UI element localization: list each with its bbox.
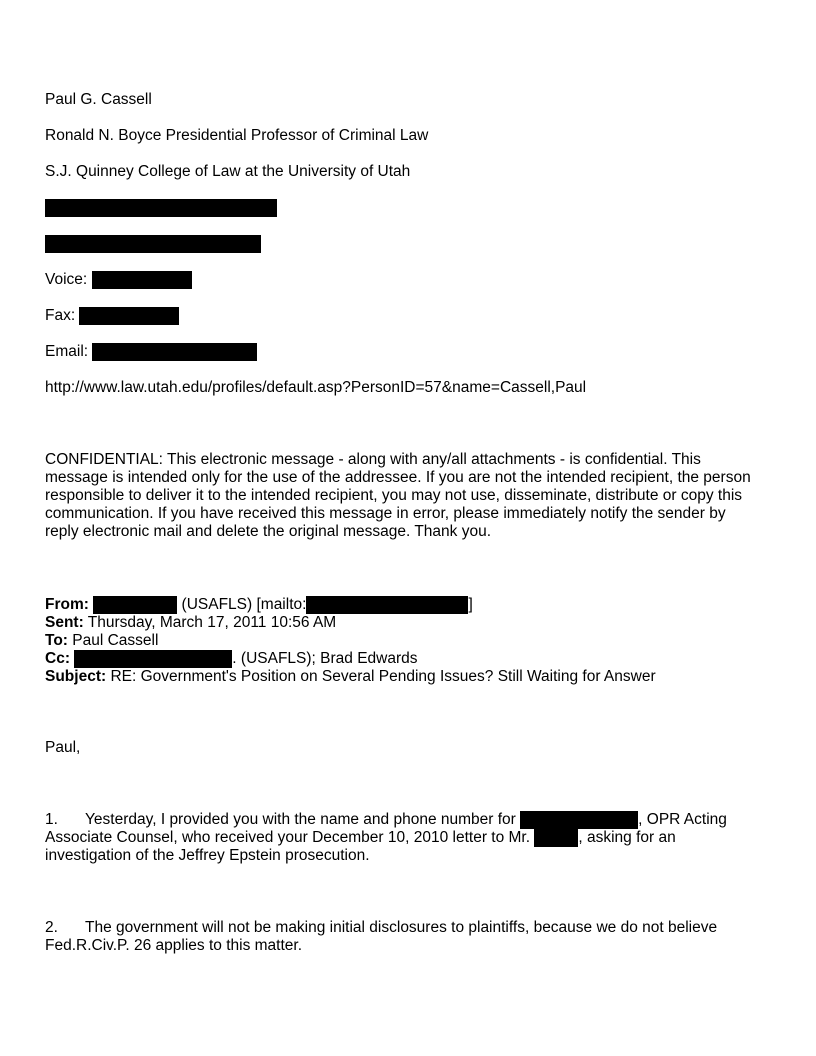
- item-1-text-a: Yesterday, I provided you with the name and phone number for: [85, 811, 516, 828]
- redacted-address-line-2: [45, 235, 261, 253]
- fax-line: [45, 307, 179, 325]
- redaction-bar: [45, 235, 261, 253]
- email-label: Email:: [45, 343, 89, 360]
- redacted-address-line-1: [45, 199, 277, 217]
- redaction-bar: [92, 343, 257, 361]
- profile-url[interactable]: http://www.law.utah.edu/profiles/default.asp?PersonID=57&name=Cassell,Paul: [45, 379, 587, 396]
- confidential-notice: CONFIDENTIAL: This electronic message - along with any/all attachments - is confidential. This message is intended only for the use of the addressee. If you are not the intended recipient, the person responsible to deliver it to the intended recipient, you may not use, disseminate, distribute or copy this communication. If you have received this message in error, please immediately notify the sender by reply electronic mail and delete the original message. Thank you.: [45, 451, 751, 540]
- greeting: Paul,: [45, 739, 81, 756]
- subject-label: Subject:: [45, 668, 107, 685]
- cc-row: [45, 650, 757, 668]
- item-1-text-b: , OPR Acting Associate Counsel, who received your December 10, 2010 letter to Mr.: [45, 811, 727, 846]
- voice-line: [45, 271, 192, 289]
- body-item-2: [45, 919, 757, 955]
- from-suffix: (USAFLS) [mailto:: [181, 596, 307, 613]
- item-1-number: 1.: [45, 811, 58, 828]
- item-2-text: The government will not be making initial disclosures to plaintiffs, because we do not believe Fed.R.Civ.P. 26 applies to this matter.: [45, 919, 718, 954]
- redaction-bar: [534, 829, 578, 847]
- to-row: [45, 632, 757, 650]
- redaction-bar: [79, 307, 179, 325]
- redaction-bar: [306, 596, 468, 614]
- to-value: Paul Cassell: [72, 632, 159, 649]
- redaction-bar: [92, 271, 192, 289]
- cc-label: Cc:: [45, 650, 70, 667]
- redaction-bar: [520, 811, 638, 829]
- item-2-number: 2.: [45, 919, 58, 936]
- redaction-bar: [74, 650, 232, 668]
- fax-label: Fax:: [45, 307, 76, 324]
- to-label: To:: [45, 632, 68, 649]
- cc-value: . (USAFLS); Brad Edwards: [232, 650, 418, 667]
- redaction-bar: [45, 199, 277, 217]
- redaction-bar: [93, 596, 177, 614]
- signature-name: Paul G. Cassell: [45, 91, 152, 108]
- sent-value: Thursday, March 17, 2011 10:56 AM: [87, 614, 337, 631]
- body-item-1: [45, 811, 757, 865]
- item-1-text-c: , asking for an investigation of the Jeffrey Epstein prosecution.: [45, 829, 676, 864]
- email-line: [45, 343, 257, 361]
- subject-value: RE: Government's Position on Several Pending Issues? Still Waiting for Answer: [110, 668, 656, 685]
- from-label: From:: [45, 596, 89, 613]
- signature-school: S.J. Quinney College of Law at the University of Utah: [45, 163, 411, 180]
- from-end: ]: [468, 596, 473, 613]
- voice-label: Voice:: [45, 271, 88, 288]
- email-header: [45, 596, 757, 686]
- from-row: [45, 596, 757, 614]
- sent-row: [45, 614, 757, 632]
- subject-row: [45, 668, 757, 686]
- signature-title: Ronald N. Boyce Presidential Professor of Criminal Law: [45, 127, 429, 144]
- sent-label: Sent:: [45, 614, 84, 631]
